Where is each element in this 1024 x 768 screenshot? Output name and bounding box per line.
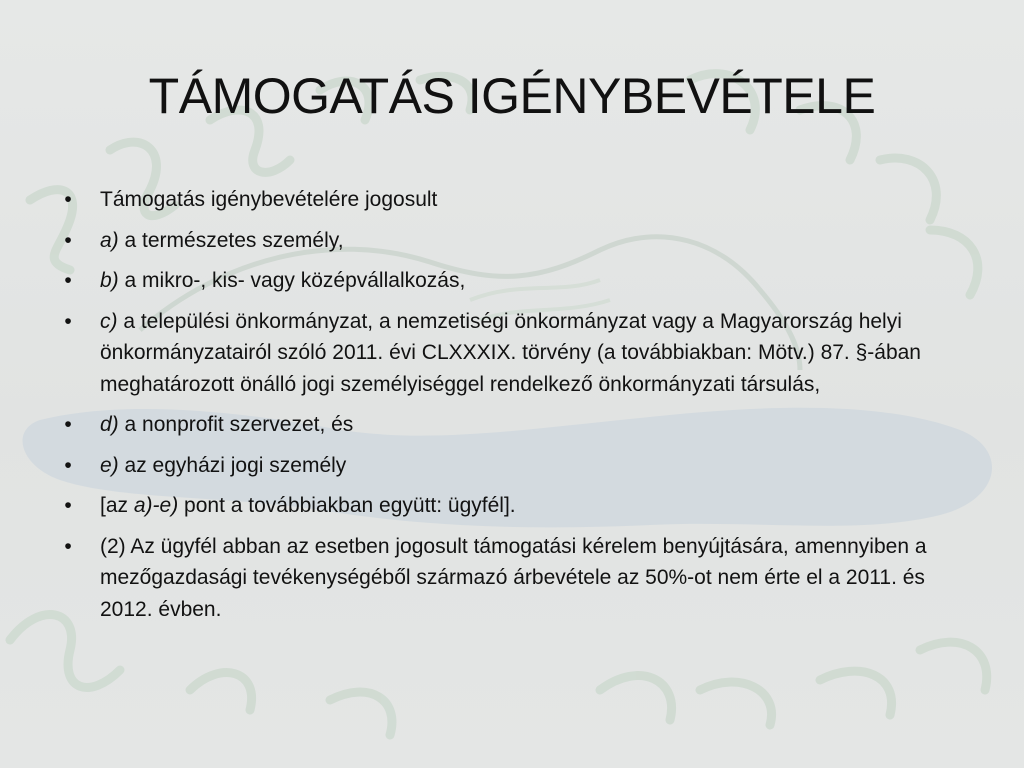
bullet-label: a) — [100, 228, 119, 252]
bullet-text: a természetes személy, — [118, 228, 344, 252]
bullet-text: Támogatás igénybevételére jogosult — [100, 188, 438, 211]
bullet-icon: • — [64, 188, 72, 211]
list-item — [58, 306, 978, 401]
bullet-text: a települési önkormányzat, a nemzetiségi önkormányzat vagy a Magyarország helyi önkormányzatairól szóló 2011. évi CLXXXIX. törvény (a továbbiakban: Mötv.) 87. §-ában meghatározott önálló jogi személyiséggel rendelkező önkormányzati társulás, — [100, 309, 921, 396]
bullet-text: a nonprofit szervezet, és — [118, 413, 354, 436]
bullet-icon: • — [64, 494, 72, 517]
bullet-prefix: [az — [100, 494, 134, 517]
bullet-label: e) — [100, 453, 119, 477]
bullet-text: a mikro-, kis- vagy középvállalkozás, — [118, 269, 466, 292]
bullet-icon: • — [64, 228, 72, 252]
slide-content — [58, 184, 978, 634]
list-item — [58, 265, 978, 297]
bullet-icon: • — [64, 269, 72, 292]
bullet-text: pont a továbbiakban együtt: ügyfél]. — [178, 494, 516, 517]
bullet-text: (2) Az ügyfél abban az esetben jogosult támogatási kérelem benyújtására, amennyiben a mezőgazdasági tevékenységéből származó árbevétele az 50%-ot nem érte el a 2011. és 2012. évben. — [100, 534, 927, 621]
page-title: TÁMOGATÁS IGÉNYBEVÉTELE — [148, 68, 876, 124]
list-item — [58, 409, 978, 441]
bullet-icon: • — [64, 453, 72, 477]
list-item — [58, 450, 978, 482]
bullet-label: d) — [100, 413, 119, 436]
bullet-icon: • — [64, 309, 72, 333]
list-item — [58, 531, 978, 626]
list-item — [58, 184, 978, 216]
list-item — [58, 225, 978, 257]
bullet-text: az egyházi jogi személy — [118, 453, 347, 477]
bullet-icon: • — [64, 413, 72, 436]
bullet-label: b) — [100, 269, 119, 292]
list-item — [58, 490, 978, 522]
bullet-label: a)-e) — [133, 494, 179, 517]
bullet-icon: • — [64, 534, 72, 558]
bullet-label: c) — [100, 309, 118, 333]
bullet-list — [58, 184, 978, 625]
